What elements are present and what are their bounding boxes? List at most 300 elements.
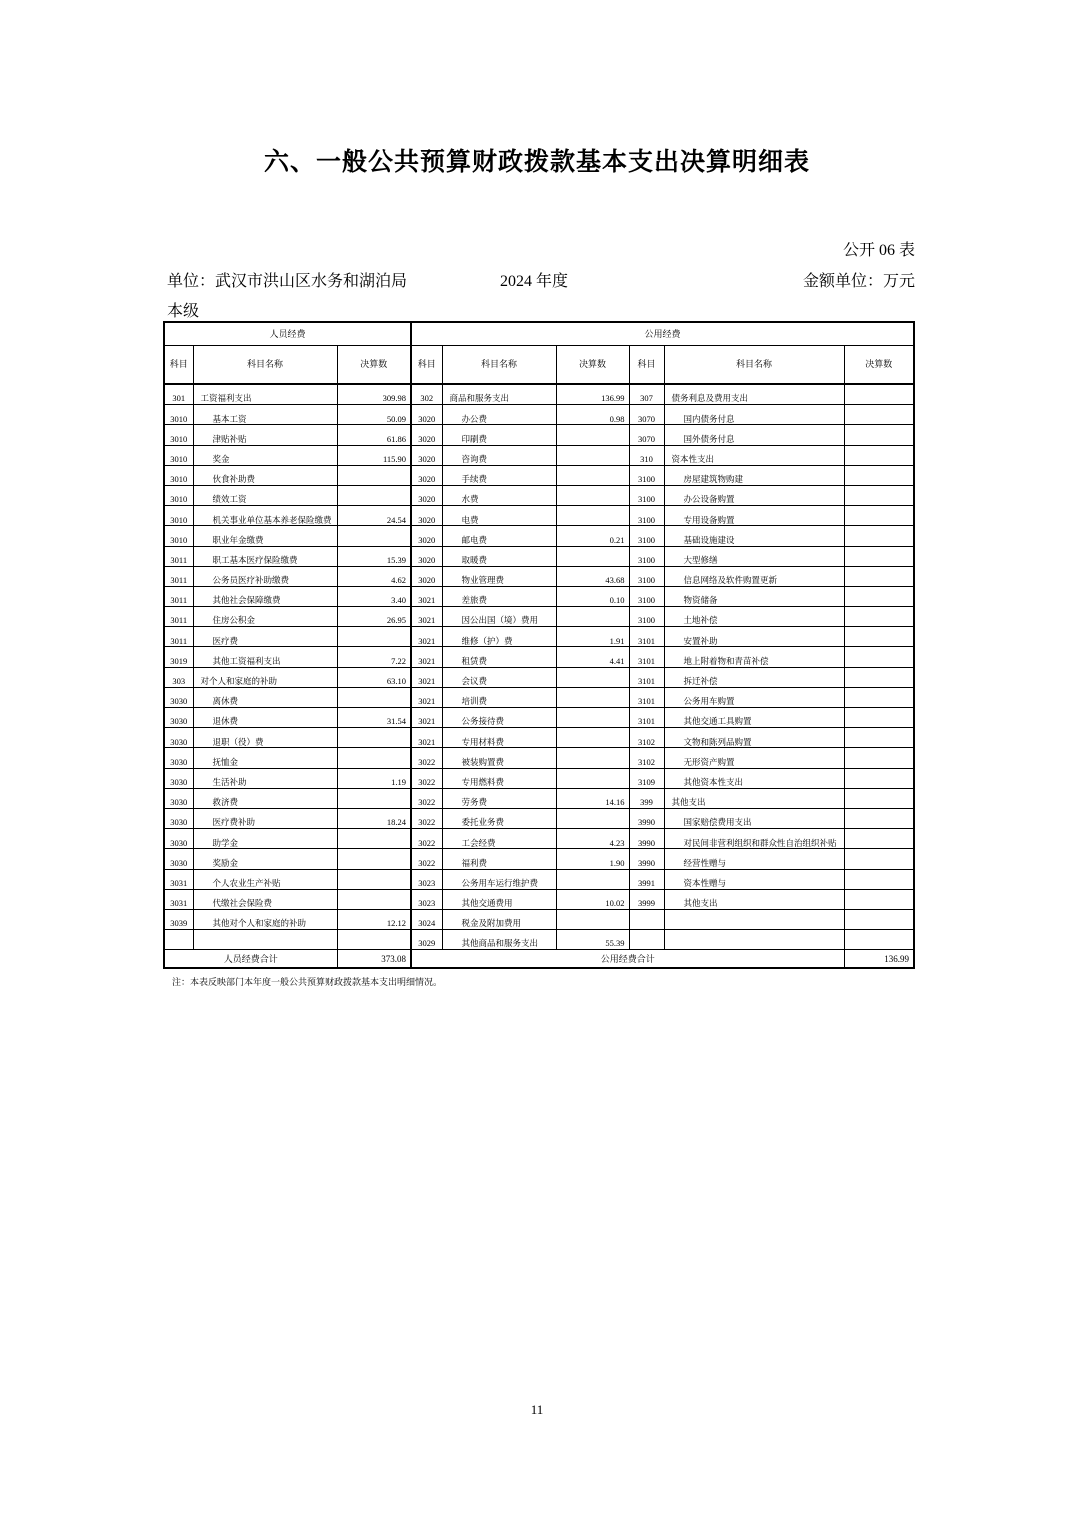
- amount: [844, 506, 914, 526]
- amount: [556, 667, 629, 687]
- subject-code: [629, 909, 664, 929]
- amount: 1.90: [556, 849, 629, 869]
- subject-name: 安置补助: [664, 627, 844, 647]
- subject-name: 公务用车运行维护费: [442, 869, 556, 889]
- subject-name: 退休费: [193, 708, 337, 728]
- subject-name: 基础设施建设: [664, 526, 844, 546]
- subject-code: 3020: [411, 566, 442, 586]
- subject-name: 医疗费补助: [193, 808, 337, 828]
- subject-code: 3010: [164, 425, 193, 445]
- amount: [337, 849, 411, 869]
- amount: [844, 465, 914, 485]
- subject-code: 3021: [411, 708, 442, 728]
- subject-name: 个人农业生产补贴: [193, 869, 337, 889]
- table-row: [164, 728, 914, 748]
- subject-name: 邮电费: [442, 526, 556, 546]
- subject-name: 退职（役）费: [193, 728, 337, 748]
- amount: 7.22: [337, 647, 411, 667]
- amount: [556, 708, 629, 728]
- subject-code: 3100: [629, 485, 664, 505]
- table-row: [164, 384, 914, 405]
- group-header-public: 公用经费: [411, 322, 914, 346]
- amount: 4.41: [556, 647, 629, 667]
- subject-name: 资本性支出: [664, 445, 844, 465]
- amount: 43.68: [556, 566, 629, 586]
- amount: [844, 889, 914, 909]
- subject-code: 3029: [411, 930, 442, 950]
- subject-code: 3070: [629, 405, 664, 425]
- subject-name: 专用燃料费: [442, 768, 556, 788]
- amount: [337, 526, 411, 546]
- subject-name: 国外债务付息: [664, 425, 844, 445]
- amount: [844, 566, 914, 586]
- amount: [556, 808, 629, 828]
- amount: [844, 405, 914, 425]
- amount: [556, 465, 629, 485]
- amount: [844, 708, 914, 728]
- subject-name: 对个人和家庭的补助: [193, 667, 337, 687]
- subject-name: 其他工资福利支出: [193, 647, 337, 667]
- subject-name: 水费: [442, 485, 556, 505]
- amount: 55.39: [556, 930, 629, 950]
- amount: [556, 445, 629, 465]
- column-header: 科目名称: [442, 346, 556, 385]
- amount: 12.12: [337, 909, 411, 929]
- amount: [844, 909, 914, 929]
- table-row: [164, 485, 914, 505]
- subject-code: 3011: [164, 627, 193, 647]
- subject-name: [664, 909, 844, 929]
- amount: 1.19: [337, 768, 411, 788]
- amount-unit-label: 金额单位：万元: [802, 273, 915, 290]
- subject-code: 3024: [411, 909, 442, 929]
- subject-code: 3100: [629, 506, 664, 526]
- subject-code: 3021: [411, 627, 442, 647]
- subject-name: 公务接待费: [442, 708, 556, 728]
- subject-code: 3991: [629, 869, 664, 889]
- amount: [844, 788, 914, 808]
- table-row: [164, 445, 914, 465]
- subject-name: 被装购置费: [442, 748, 556, 768]
- subject-code: 3101: [629, 708, 664, 728]
- table-row: [164, 566, 914, 586]
- subject-name: 地上附着物和青苗补偿: [664, 647, 844, 667]
- amount: [337, 748, 411, 768]
- column-header: 决算数: [844, 346, 914, 385]
- subject-name: 津贴补贴: [193, 425, 337, 445]
- subject-name: 印刷费: [442, 425, 556, 445]
- subject-name: 因公出国（境）费用: [442, 607, 556, 627]
- subject-code: 3023: [411, 889, 442, 909]
- subject-name: 福利费: [442, 849, 556, 869]
- subject-name: 代缴社会保险费: [193, 889, 337, 909]
- subject-code: 3010: [164, 526, 193, 546]
- subject-name: 机关事业单位基本养老保险缴费: [193, 506, 337, 526]
- personnel-total-value: 373.08: [337, 950, 411, 969]
- subject-code: 3022: [411, 808, 442, 828]
- subject-name: 税金及附加费用: [442, 909, 556, 929]
- table-code-label: 公开 06 表: [842, 242, 915, 259]
- amount: [556, 607, 629, 627]
- subject-name: 经营性赠与: [664, 849, 844, 869]
- amount: [844, 728, 914, 748]
- subject-code: 3022: [411, 829, 442, 849]
- budget-detail-table: [163, 321, 915, 969]
- table-row: [164, 647, 914, 667]
- amount: [337, 869, 411, 889]
- public-total-value: 136.99: [844, 950, 914, 969]
- amount: 4.62: [337, 566, 411, 586]
- subject-code: 3020: [411, 465, 442, 485]
- amount: 10.02: [556, 889, 629, 909]
- amount: [844, 485, 914, 505]
- subject-name: 会议费: [442, 667, 556, 687]
- table-row: [164, 708, 914, 728]
- subject-name: 住房公积金: [193, 607, 337, 627]
- amount: [337, 687, 411, 707]
- subject-code: 3100: [629, 607, 664, 627]
- amount: 115.90: [337, 445, 411, 465]
- amount: [556, 546, 629, 566]
- subject-name: 医疗费: [193, 627, 337, 647]
- subject-name: 伙食补助费: [193, 465, 337, 485]
- amount: 309.98: [337, 384, 411, 405]
- subject-code: 399: [629, 788, 664, 808]
- amount: [844, 829, 914, 849]
- subject-name: [193, 930, 337, 950]
- subject-name: 大型修缮: [664, 546, 844, 566]
- subject-name: 其他交通工具购置: [664, 708, 844, 728]
- subject-code: 301: [164, 384, 193, 405]
- level-label: 本级: [167, 303, 200, 320]
- subject-code: 3022: [411, 748, 442, 768]
- subject-code: 3021: [411, 687, 442, 707]
- subject-code: 3102: [629, 728, 664, 748]
- unit-label: 单位：武汉市洪山区水务和湖泊局: [167, 273, 408, 290]
- subject-code: 3030: [164, 788, 193, 808]
- table-row: [164, 425, 914, 445]
- amount: [844, 384, 914, 405]
- amount: 136.99: [556, 384, 629, 405]
- subject-name: 商品和服务支出: [442, 384, 556, 405]
- subject-code: 3030: [164, 849, 193, 869]
- subject-name: 其他交通费用: [442, 889, 556, 909]
- amount: [556, 869, 629, 889]
- subject-code: 3011: [164, 546, 193, 566]
- subject-name: 其他对个人和家庭的补助: [193, 909, 337, 929]
- subject-name: 工资福利支出: [193, 384, 337, 405]
- subject-name: 房屋建筑物购建: [664, 465, 844, 485]
- subject-name: 奖励金: [193, 849, 337, 869]
- subject-code: 3021: [411, 647, 442, 667]
- subject-name: 专用设备购置: [664, 506, 844, 526]
- subject-name: 物资储备: [664, 586, 844, 606]
- subject-code: 3100: [629, 465, 664, 485]
- subject-name: 离休费: [193, 687, 337, 707]
- subject-name: 其他支出: [664, 788, 844, 808]
- subject-name: 专用材料费: [442, 728, 556, 748]
- subject-code: 3031: [164, 889, 193, 909]
- subject-code: 310: [629, 445, 664, 465]
- column-header: 科目名称: [664, 346, 844, 385]
- subject-code: 3021: [411, 728, 442, 748]
- table-row: [164, 788, 914, 808]
- subject-code: 3021: [411, 586, 442, 606]
- subject-code: 3020: [411, 526, 442, 546]
- subject-name: 对民间非营利组织和群众性自治组织补贴: [664, 829, 844, 849]
- subject-name: 其他社会保障缴费: [193, 586, 337, 606]
- subject-name: 文物和陈列品购置: [664, 728, 844, 748]
- table-row: [164, 405, 914, 425]
- amount: 31.54: [337, 708, 411, 728]
- subject-name: 公务员医疗补助缴费: [193, 566, 337, 586]
- amount: [337, 627, 411, 647]
- amount: [844, 768, 914, 788]
- amount: [844, 627, 914, 647]
- subject-code: 3990: [629, 829, 664, 849]
- subject-name: 生活补助: [193, 768, 337, 788]
- column-header: 科目名称: [193, 346, 337, 385]
- subject-code: 3100: [629, 546, 664, 566]
- subject-code: 3020: [411, 485, 442, 505]
- subject-code: 3020: [411, 506, 442, 526]
- subject-code: 3070: [629, 425, 664, 445]
- group-header-row: [164, 322, 914, 346]
- amount: [844, 586, 914, 606]
- column-header: 决算数: [556, 346, 629, 385]
- subject-code: 3020: [411, 405, 442, 425]
- subject-code: 3030: [164, 687, 193, 707]
- subject-code: 3022: [411, 788, 442, 808]
- table-row: [164, 748, 914, 768]
- table-row: [164, 808, 914, 828]
- subject-code: 3039: [164, 909, 193, 929]
- amount: 61.86: [337, 425, 411, 445]
- subject-name: 绩效工资: [193, 485, 337, 505]
- amount: 63.10: [337, 667, 411, 687]
- subject-name: 办公设备购置: [664, 485, 844, 505]
- subject-code: 3010: [164, 405, 193, 425]
- subject-code: 3020: [411, 425, 442, 445]
- amount: [337, 788, 411, 808]
- amount: [844, 445, 914, 465]
- subject-name: 其他资本性支出: [664, 768, 844, 788]
- subject-code: 3030: [164, 808, 193, 828]
- amount: [844, 607, 914, 627]
- amount: 24.54: [337, 506, 411, 526]
- amount: 50.09: [337, 405, 411, 425]
- subject-code: 3030: [164, 748, 193, 768]
- subject-name: 基本工资: [193, 405, 337, 425]
- table-row: [164, 465, 914, 485]
- page-number: 11: [530, 1402, 544, 1417]
- subject-code: 3999: [629, 889, 664, 909]
- amount: [844, 526, 914, 546]
- amount: 26.95: [337, 607, 411, 627]
- amount: 0.98: [556, 405, 629, 425]
- subject-code: 303: [164, 667, 193, 687]
- amount: 0.21: [556, 526, 629, 546]
- subject-name: 职业年金缴费: [193, 526, 337, 546]
- column-header: 科目: [629, 346, 664, 385]
- subject-name: 劳务费: [442, 788, 556, 808]
- subject-code: 3100: [629, 566, 664, 586]
- totals-row: [164, 950, 914, 969]
- subject-code: 3019: [164, 647, 193, 667]
- subject-code: 3030: [164, 708, 193, 728]
- amount: [844, 748, 914, 768]
- table-row: [164, 506, 914, 526]
- subject-name: 土地补偿: [664, 607, 844, 627]
- amount: [337, 728, 411, 748]
- subject-code: 3030: [164, 768, 193, 788]
- table-row: [164, 829, 914, 849]
- subject-name: 助学金: [193, 829, 337, 849]
- subject-code: 3011: [164, 566, 193, 586]
- subject-name: 公务用车购置: [664, 687, 844, 707]
- subject-code: 3101: [629, 687, 664, 707]
- subject-name: 资本性赠与: [664, 869, 844, 889]
- subject-name: 国内债务付息: [664, 405, 844, 425]
- table-row: [164, 546, 914, 566]
- subject-name: 取暖费: [442, 546, 556, 566]
- public-total-label: 公用经费合计: [411, 950, 844, 969]
- amount: 18.24: [337, 808, 411, 828]
- subject-code: 3021: [411, 667, 442, 687]
- subject-name: 物业管理费: [442, 566, 556, 586]
- table-row: [164, 869, 914, 889]
- subject-code: 302: [411, 384, 442, 405]
- subject-code: 3101: [629, 627, 664, 647]
- column-header: 决算数: [337, 346, 411, 385]
- amount: [844, 687, 914, 707]
- subject-code: 3021: [411, 607, 442, 627]
- column-header: 科目: [164, 346, 193, 385]
- amount: 3.40: [337, 586, 411, 606]
- subject-code: 3020: [411, 445, 442, 465]
- subject-name: 无形资产购置: [664, 748, 844, 768]
- subject-name: 差旅费: [442, 586, 556, 606]
- subject-name: 抚恤金: [193, 748, 337, 768]
- subject-code: 3020: [411, 546, 442, 566]
- subject-code: 3011: [164, 586, 193, 606]
- amount: 14.16: [556, 788, 629, 808]
- amount: [844, 869, 914, 889]
- group-header-personnel: 人员经费: [164, 322, 411, 346]
- amount: [556, 687, 629, 707]
- subject-name: 租赁费: [442, 647, 556, 667]
- table-row: [164, 526, 914, 546]
- subject-code: [164, 930, 193, 950]
- subject-name: 手续费: [442, 465, 556, 485]
- amount: [844, 425, 914, 445]
- subject-name: 委托业务费: [442, 808, 556, 828]
- subject-code: [629, 930, 664, 950]
- subject-code: 3010: [164, 506, 193, 526]
- column-header-row: [164, 346, 914, 385]
- amount: [556, 748, 629, 768]
- table-row: [164, 768, 914, 788]
- table-row: [164, 586, 914, 606]
- subject-code: 3100: [629, 526, 664, 546]
- subject-name: 债务利息及费用支出: [664, 384, 844, 405]
- meta-line: [0, 268, 1074, 290]
- amount: [337, 465, 411, 485]
- subject-code: 3030: [164, 728, 193, 748]
- subject-name: 咨询费: [442, 445, 556, 465]
- subject-code: 3011: [164, 607, 193, 627]
- amount: [556, 909, 629, 929]
- subject-code: 3010: [164, 445, 193, 465]
- subject-name: 职工基本医疗保险缴费: [193, 546, 337, 566]
- table-row: [164, 687, 914, 707]
- amount: [844, 849, 914, 869]
- amount: [556, 425, 629, 445]
- subject-name: 其他商品和服务支出: [442, 930, 556, 950]
- subject-code: 3010: [164, 465, 193, 485]
- subject-code: 3101: [629, 667, 664, 687]
- table-row: [164, 909, 914, 929]
- table-row: [164, 667, 914, 687]
- amount: [844, 647, 914, 667]
- amount: [844, 667, 914, 687]
- subject-code: 3030: [164, 829, 193, 849]
- amount: 15.39: [337, 546, 411, 566]
- amount: [844, 808, 914, 828]
- personnel-total-label: 人员经费合计: [164, 950, 337, 969]
- subject-code: 3023: [411, 869, 442, 889]
- subject-code: 3990: [629, 849, 664, 869]
- year-label: 2024 年度: [500, 273, 569, 290]
- page-title: 六、一般公共预算财政拨款基本支出决算明细表: [263, 148, 810, 176]
- subject-name: 办公费: [442, 405, 556, 425]
- amount: [556, 506, 629, 526]
- amount: [337, 930, 411, 950]
- subject-code: 3109: [629, 768, 664, 788]
- subject-code: 3101: [629, 647, 664, 667]
- subject-code: 307: [629, 384, 664, 405]
- subject-code: 3990: [629, 808, 664, 828]
- amount: [844, 546, 914, 566]
- table-row: [164, 930, 914, 950]
- amount: [556, 768, 629, 788]
- subject-name: 培训费: [442, 687, 556, 707]
- amount: 0.10: [556, 586, 629, 606]
- subject-name: 维修（护）费: [442, 627, 556, 647]
- table-row: [164, 627, 914, 647]
- amount: [337, 485, 411, 505]
- subject-name: 救济费: [193, 788, 337, 808]
- amount: [556, 485, 629, 505]
- subject-code: 3022: [411, 849, 442, 869]
- table-note: 注：本表反映部门本年度一般公共预算财政拨款基本支出明细情况。: [172, 977, 443, 987]
- subject-name: 奖金: [193, 445, 337, 465]
- amount: [337, 889, 411, 909]
- amount: [844, 930, 914, 950]
- subject-name: 信息网络及软件购置更新: [664, 566, 844, 586]
- subject-name: 工会经费: [442, 829, 556, 849]
- amount: 4.23: [556, 829, 629, 849]
- subject-name: [664, 930, 844, 950]
- table-row: [164, 849, 914, 869]
- table-row: [164, 607, 914, 627]
- amount: [556, 728, 629, 748]
- column-header: 科目: [411, 346, 442, 385]
- amount: 1.91: [556, 627, 629, 647]
- subject-code: 3022: [411, 768, 442, 788]
- subject-code: 3100: [629, 586, 664, 606]
- subject-code: 3031: [164, 869, 193, 889]
